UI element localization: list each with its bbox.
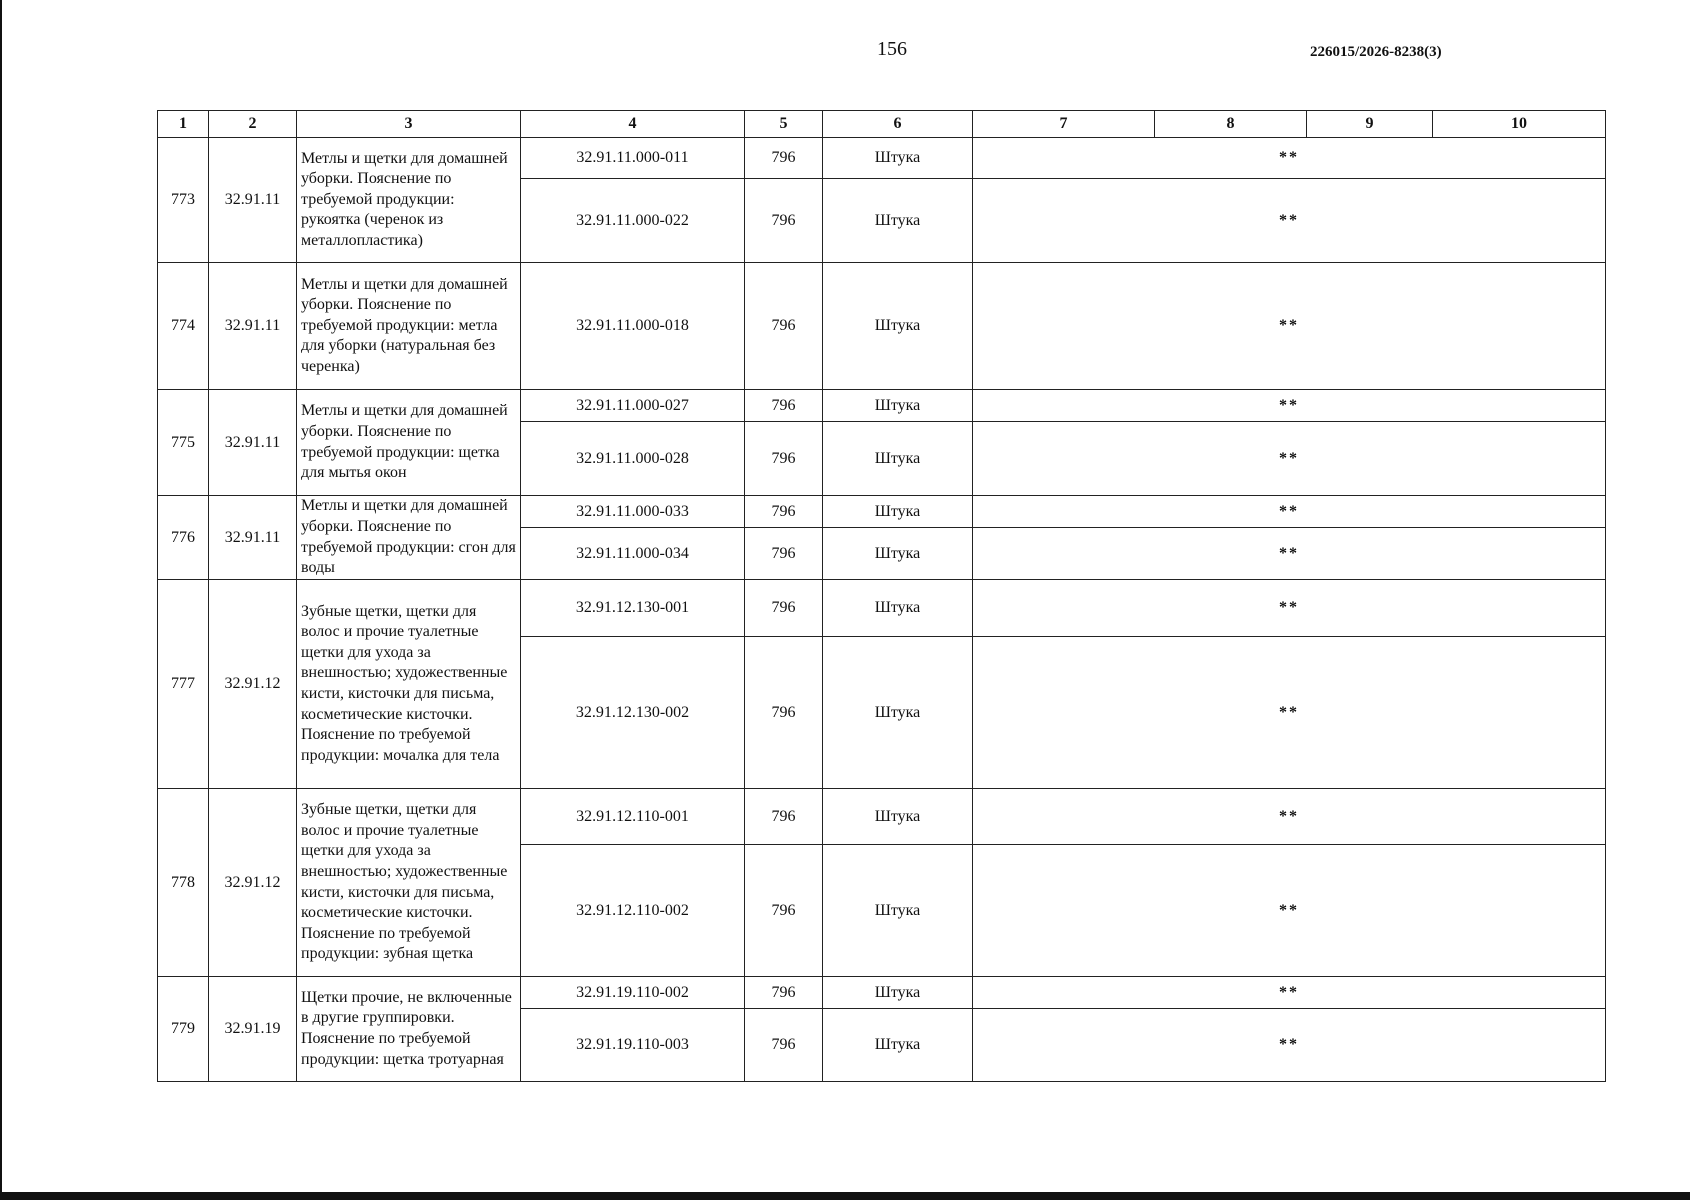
okei-code: 796 [745,138,823,179]
row-number: 774 [158,263,209,390]
merged-value-cell: ** [973,528,1606,580]
unit-name: Штука [823,637,973,789]
column-header: 5 [745,111,823,138]
ktru-code: 32.91.12.130-001 [521,580,745,637]
ktru-code: 32.91.11.000-027 [521,390,745,422]
okei-code: 796 [745,845,823,977]
okei-code: 796 [745,496,823,528]
row-number: 779 [158,977,209,1082]
merged-value-cell: ** [973,179,1606,263]
merged-value-cell: ** [973,637,1606,789]
unit-name: Штука [823,977,973,1009]
ktru-code: 32.91.11.000-033 [521,496,745,528]
unit-name: Штука [823,528,973,580]
okei-code: 796 [745,580,823,637]
column-header: 8 [1155,111,1307,138]
ktru-code: 32.91.11.000-028 [521,422,745,496]
row-number: 773 [158,138,209,263]
ktru-code: 32.91.12.130-002 [521,637,745,789]
column-header: 4 [521,111,745,138]
column-header: 10 [1433,111,1606,138]
ktru-code: 32.91.12.110-002 [521,845,745,977]
document-number: 226015/2026-8238(3) [1310,44,1442,60]
unit-name: Штука [823,580,973,637]
unit-name: Штука [823,179,973,263]
unit-name: Штука [823,422,973,496]
merged-value-cell: ** [973,977,1606,1009]
ktru-code: 32.91.19.110-002 [521,977,745,1009]
merged-value-cell: ** [973,263,1606,390]
column-header: 6 [823,111,973,138]
unit-name: Штука [823,496,973,528]
column-header: 2 [209,111,297,138]
ktru-code: 32.91.19.110-003 [521,1009,745,1082]
ktru-code: 32.91.11.000-022 [521,179,745,263]
merged-value-cell: ** [973,845,1606,977]
table-row [158,138,1606,179]
product-description: Щетки прочие, не включенные в другие группировки. Пояснение по требуемой продукции: щетка тротуарная [297,977,521,1082]
row-number: 777 [158,580,209,789]
merged-value-cell: ** [973,1009,1606,1082]
row-number: 776 [158,496,209,580]
table-row [158,789,1606,845]
table-row [158,263,1606,390]
merged-value-cell: ** [973,789,1606,845]
column-header: 9 [1307,111,1433,138]
okpd-code: 32.91.19 [209,977,297,1082]
column-header: 7 [973,111,1155,138]
merged-value-cell: ** [973,422,1606,496]
product-description: Метлы и щетки для домашней уборки. Пояснение по требуемой продукции: сгон для воды [297,496,521,580]
okei-code: 796 [745,179,823,263]
product-description: Метлы и щетки для домашней уборки. Пояснение по требуемой продукции: метла для уборки (натуральная без черенка) [297,263,521,390]
merged-value-cell: ** [973,580,1606,637]
okpd-code: 32.91.11 [209,496,297,580]
merged-value-cell: ** [973,496,1606,528]
okpd-code: 32.91.11 [209,390,297,496]
page-number: 156 [877,38,907,60]
okei-code: 796 [745,977,823,1009]
table-header-row [158,111,1606,138]
ktru-code: 32.91.11.000-018 [521,263,745,390]
specification-table [157,110,1606,1082]
okpd-code: 32.91.12 [209,789,297,977]
unit-name: Штука [823,138,973,179]
ktru-code: 32.91.12.110-001 [521,789,745,845]
row-number: 775 [158,390,209,496]
unit-name: Штука [823,263,973,390]
product-description: Метлы и щетки для домашней уборки. Пояснение по требуемой продукции: рукоятка (черенок из металлопластика) [297,138,521,263]
okpd-code: 32.91.12 [209,580,297,789]
okei-code: 796 [745,422,823,496]
okei-code: 796 [745,789,823,845]
product-description: Метлы и щетки для домашней уборки. Пояснение по требуемой продукции: щетка для мытья окон [297,390,521,496]
row-number: 778 [158,789,209,977]
okei-code: 796 [745,637,823,789]
table-row [158,977,1606,1009]
okei-code: 796 [745,1009,823,1082]
unit-name: Штука [823,390,973,422]
unit-name: Штука [823,789,973,845]
okei-code: 796 [745,263,823,390]
unit-name: Штука [823,845,973,977]
okei-code: 796 [745,390,823,422]
column-header: 3 [297,111,521,138]
table-row [158,580,1606,637]
product-description: Зубные щетки, щетки для волос и прочие туалетные щетки для ухода за внешностью; художественные кисти, кисточки для письма, косметические кисточки. Пояснение по требуемой продукции: зубная щетка [297,789,521,977]
okpd-code: 32.91.11 [209,138,297,263]
merged-value-cell: ** [973,138,1606,179]
unit-name: Штука [823,1009,973,1082]
merged-value-cell: ** [973,390,1606,422]
table-row [158,496,1606,528]
ktru-code: 32.91.11.000-011 [521,138,745,179]
okei-code: 796 [745,528,823,580]
okpd-code: 32.91.11 [209,263,297,390]
table-row [158,390,1606,422]
product-description: Зубные щетки, щетки для волос и прочие туалетные щетки для ухода за внешностью; художественные кисти, кисточки для письма, косметические кисточки. Пояснение по требуемой продукции: мочалка для тела [297,580,521,789]
ktru-code: 32.91.11.000-034 [521,528,745,580]
column-header: 1 [158,111,209,138]
